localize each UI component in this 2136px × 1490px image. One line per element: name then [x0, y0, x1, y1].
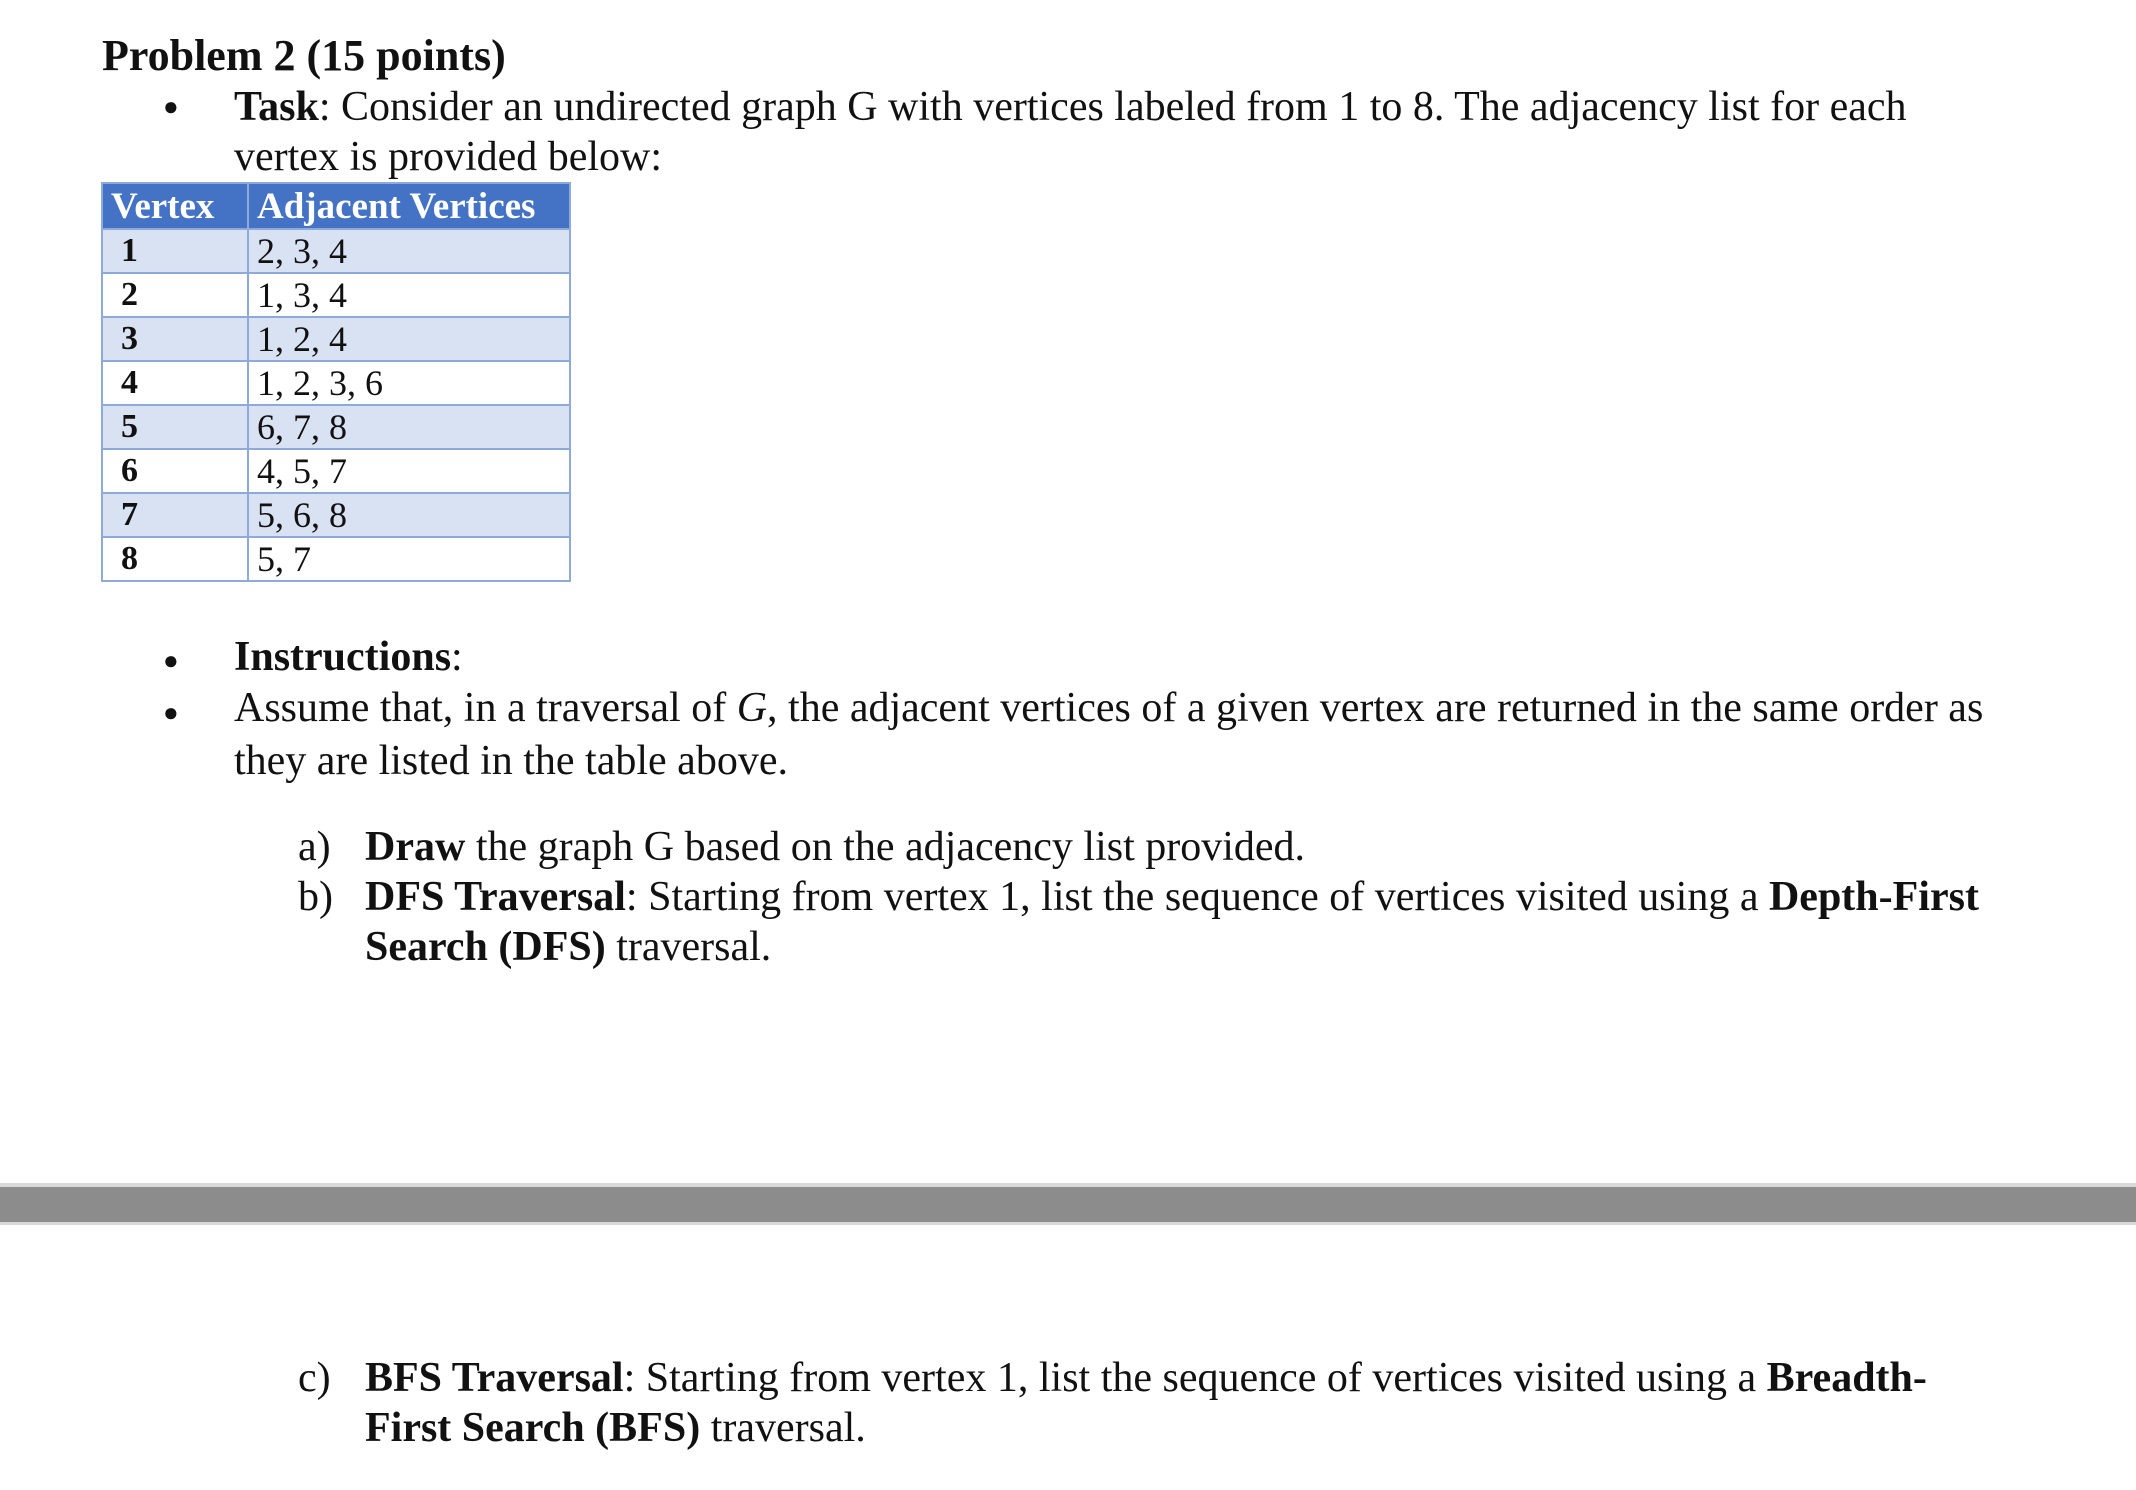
vertex-cell: 3: [102, 317, 248, 361]
assume-g: G: [736, 685, 768, 731]
item-b-body: : Starting from vertex 1, list the sequence of vertices visited using a: [625, 874, 1769, 920]
table-row: [102, 273, 570, 317]
item-a-bold: Draw: [365, 824, 466, 870]
adjacent-cell: 4, 5, 7: [248, 449, 570, 493]
table-row: [102, 229, 570, 273]
item-c-bold: BFS Traversal: [365, 1355, 624, 1401]
header-vertex: Vertex: [102, 183, 248, 229]
table-row: [102, 449, 570, 493]
item-b-line-2: [365, 922, 771, 972]
item-b-line-1: [365, 872, 1979, 922]
adjacent-cell: 1, 2, 4: [248, 317, 570, 361]
assume-line-2: they are listed in the table above.: [234, 738, 788, 784]
assume-post: , the adjacent vertices of a given vertex are returned in the same order as: [767, 685, 1984, 731]
item-c-body: : Starting from vertex 1, list the sequence of vertices visited using a: [623, 1355, 1767, 1401]
item-b-bold2: Depth-First: [1768, 874, 1979, 920]
bullet-icon: ●: [163, 646, 179, 675]
instructions-heading: [234, 632, 463, 682]
adjacent-cell: 1, 2, 3, 6: [248, 361, 570, 405]
item-b-bold: DFS Traversal: [365, 874, 626, 920]
item-c-line-2: [365, 1403, 866, 1453]
item-c-marker: c): [298, 1355, 331, 1401]
table-row: [102, 361, 570, 405]
assume-pre: Assume that, in a traversal of: [234, 685, 737, 731]
bullet-icon: ●: [163, 92, 179, 121]
page-separator: [0, 1183, 2136, 1225]
vertex-cell: 6: [102, 449, 248, 493]
assume-line-1: [234, 683, 1983, 733]
adjacency-table: [101, 182, 571, 582]
vertex-cell: 8: [102, 537, 248, 581]
instructions-colon: :: [451, 634, 463, 680]
adjacent-cell: 5, 6, 8: [248, 493, 570, 537]
adjacent-cell: 6, 7, 8: [248, 405, 570, 449]
table-row: [102, 405, 570, 449]
item-c-line-1: [365, 1353, 1927, 1403]
vertex-cell: 5: [102, 405, 248, 449]
table-row: [102, 317, 570, 361]
table-row: [102, 537, 570, 581]
instructions-label: Instructions: [234, 634, 452, 680]
table-header-row: [102, 183, 570, 229]
adjacent-cell: 2, 3, 4: [248, 229, 570, 273]
problem-title: Problem 2 (15 points): [102, 31, 506, 80]
adjacent-cell: 1, 3, 4: [248, 273, 570, 317]
vertex-cell: 1: [102, 229, 248, 273]
bullet-icon: ●: [163, 698, 179, 727]
adjacent-cell: 5, 7: [248, 537, 570, 581]
item-c-bold2: Breadth-: [1766, 1355, 1927, 1401]
item-c-line2-bold: First Search (BFS): [365, 1405, 701, 1451]
task-line-2: vertex is provided below:: [234, 134, 663, 180]
vertex-cell: 2: [102, 273, 248, 317]
task-line-1: [234, 82, 1907, 132]
item-c-line2-body: traversal.: [700, 1405, 866, 1451]
header-adjacent: Adjacent Vertices: [248, 183, 570, 229]
vertex-cell: 4: [102, 361, 248, 405]
item-b-marker: b): [298, 874, 333, 920]
task-label: Task: [234, 84, 319, 130]
item-b-line2-body: traversal.: [605, 924, 772, 970]
item-a-body: the graph G based on the adjacency list provided.: [465, 824, 1306, 870]
task-text: : Consider an undirected graph G with vertices labeled from 1 to 8. The adjacency list for each: [318, 84, 1907, 130]
vertex-cell: 7: [102, 493, 248, 537]
item-b-line2-bold: Search (DFS): [365, 924, 606, 970]
item-a-text: [365, 822, 1305, 872]
item-a-marker: a): [298, 824, 331, 870]
table-row: [102, 493, 570, 537]
